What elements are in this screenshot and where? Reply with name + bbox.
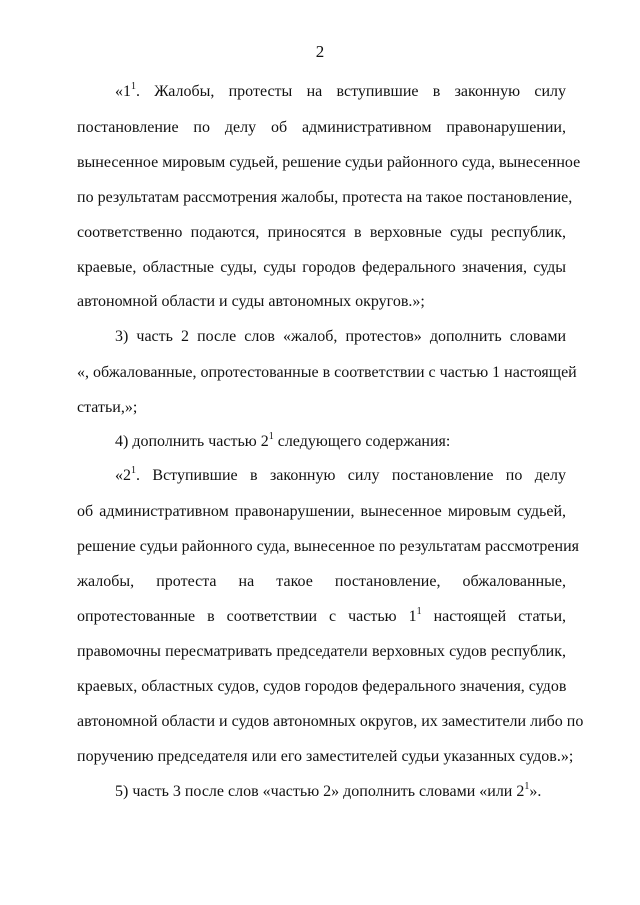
superscript: 1 — [131, 80, 136, 92]
text-line: 3) часть 2 после слов «жалоб, протестов» дополнить словами — [115, 328, 566, 345]
text-segment: опротестованные в соответствии с частью 1 — [77, 608, 417, 625]
text-segment: 5) часть 3 после слов «частью 2» дополнить словами «или 2 — [115, 783, 525, 800]
text-segment: . Жалобы, протесты на вступившие в законную силу — [136, 83, 566, 100]
text-line: решение судьи районного суда, вынесенное по результатам рассмотрения — [77, 538, 579, 555]
text-segment: «1 — [115, 83, 131, 100]
text-line: правомочны пересматривать председатели верховных судов республик, — [77, 643, 566, 660]
text-line: автономной области и суды автономных округов.»; — [77, 293, 425, 310]
text-segment: «2 — [115, 467, 131, 484]
text-line: краевые, областные суды, суды городов федерального значения, суды — [77, 259, 566, 276]
text-line: об административном правонарушении, вынесенное мировым судьей, — [77, 503, 566, 520]
text-segment: . Вступившие в законную силу постановление по делу — [136, 467, 566, 484]
text-segment: ». — [529, 783, 542, 800]
text-line — [77, 607, 566, 627]
text-line: поручению председателя или его заместителей судьи указанных судов.»; — [77, 748, 574, 765]
text-line — [115, 782, 566, 802]
text-segment: следующего содержания: — [273, 433, 451, 450]
superscript: 1 — [524, 780, 530, 792]
page-number: 2 — [315, 42, 325, 61]
text-line: постановление по делу об административном правонарушении, — [77, 119, 566, 136]
text-segment: настоящей статьи, — [421, 608, 567, 625]
text-line — [115, 466, 566, 486]
text-line: статьи,»; — [77, 399, 138, 416]
text-line: соответственно подаются, приносятся в верховные суды республик, — [77, 224, 566, 241]
superscript: 1 — [268, 430, 274, 442]
text-line — [115, 82, 566, 102]
text-line: «, обжалованные, опротестованные в соответствии с частью 1 настоящей — [77, 364, 577, 381]
superscript: 1 — [416, 605, 422, 617]
text-line: автономной области и судов автономных округов, их заместители либо по — [77, 713, 584, 730]
text-line: по результатам рассмотрения жалобы, протеста на такое постановление, — [77, 189, 573, 206]
text-segment: 4) дополнить частью 2 — [115, 433, 269, 450]
text-line: вынесенное мировым судьей, решение судьи районного суда, вынесенное — [77, 154, 581, 171]
text-line: жалобы, протеста на такое постановление, обжалованные, — [77, 573, 566, 590]
text-line — [115, 432, 566, 452]
superscript: 1 — [131, 464, 136, 476]
text-line: краевых, областных судов, судов городов федерального значения, судов — [77, 678, 567, 695]
